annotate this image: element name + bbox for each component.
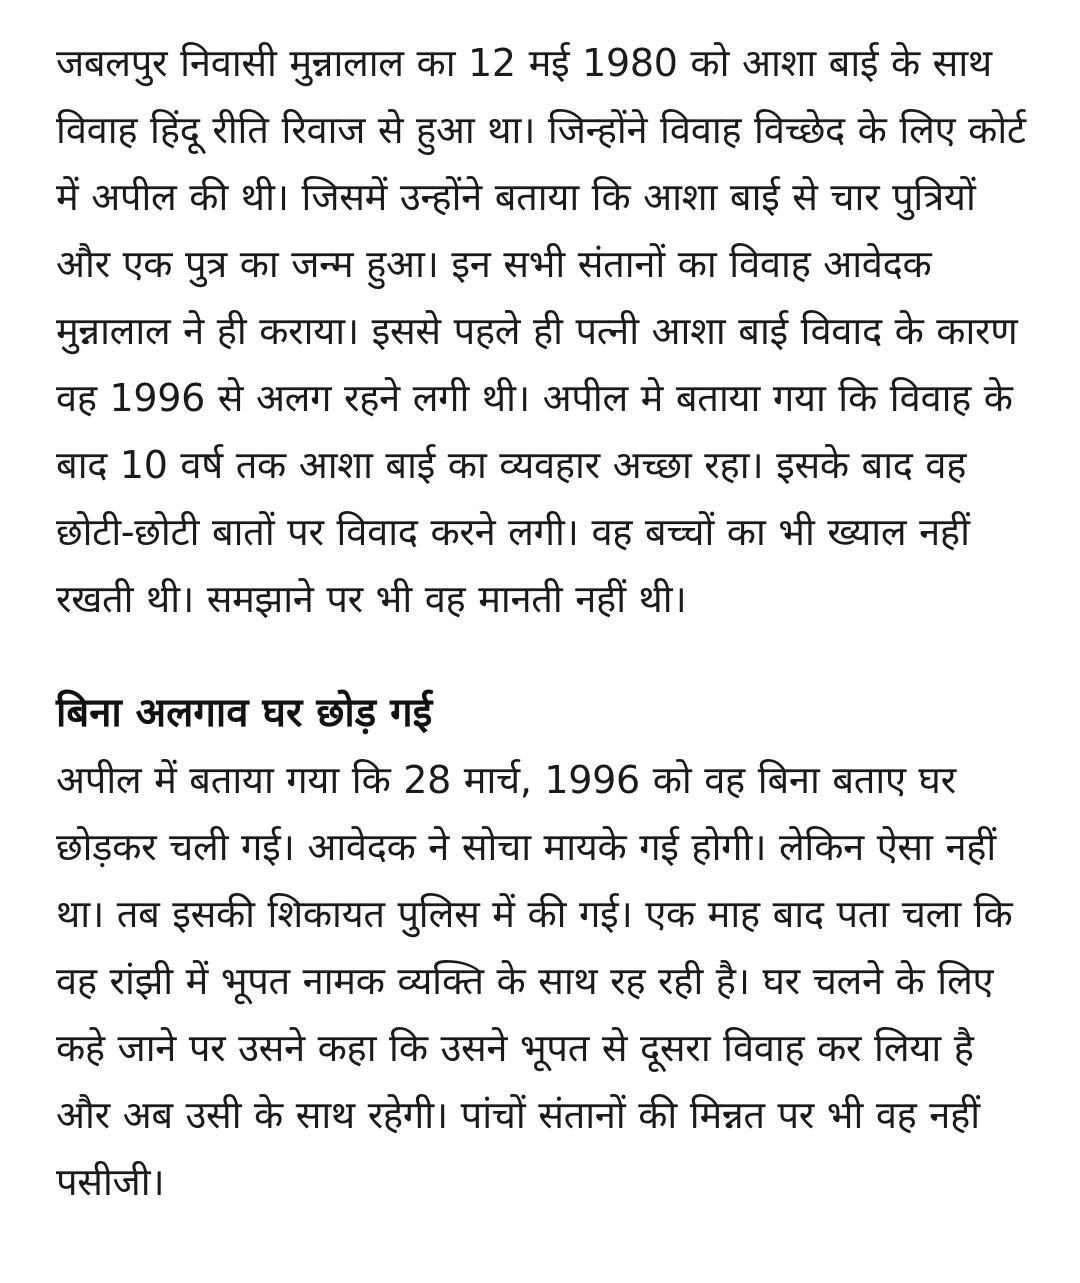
article-subheading: बिना अलगाव घर छोड़ गई bbox=[56, 690, 433, 736]
article-body bbox=[56, 30, 1028, 1216]
article-paragraph-2: अपील में बताया गया कि 28 मार्च, 1996 को वह बिना बताए घर छोड़कर चली गई। आवेदक ने सोचा मायके गई होगी। लेकिन ऐसा नहीं था। तब इसकी शिकायत पुलिस में की गई। एक माह बाद पता चला कि वह रांझी में भूपत नामक व्यक्ति के साथ रह रही है। घर चलने के लिए कहे जाने पर उसने कहा कि उसने भूपत से दूसरा विवाह कर लिया है और अब उसी के साथ रहेगी। पांचों संतानों की मिन्नत पर भी वह नहीं पसीजी। bbox=[56, 758, 1013, 1204]
article-paragraph-1: जबलपुर निवासी मुन्नालाल का 12 मई 1980 को आशा बाई के साथ विवाह हिंदू रीति रिवाज से हुआ था। जिन्होंने विवाह विच्छेद के लिए कोर्ट में अपील की थी। जिसमें उन्होंने बताया कि आशा बाई से चार पुत्रियों और एक पुत्र का जन्म हुआ। इन सभी संतानों का विवाह आवेदक मुन्नालाल ने ही कराया। इससे पहले ही पत्नी आशा बाई विवाद के कारण वह 1996 से अलग रहने लगी थी। अपील मे बताया गया कि विवाह के बाद 10 वर्ष तक आशा बाई का व्यवहार अच्छा रहा। इसके बाद वह छोटी-छोटी बातों पर विवाद करने लगी। वह बच्चों का भी ख्याल नहीं रखती थी। समझाने पर भी वह मानती नहीं थी। bbox=[56, 41, 1026, 621]
